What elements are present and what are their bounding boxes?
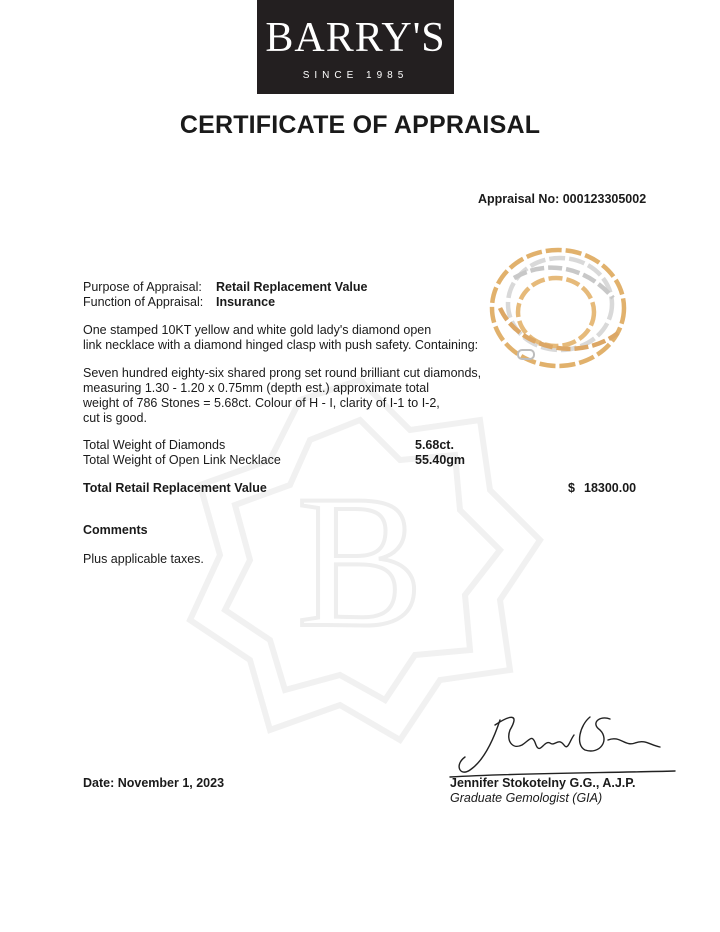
description-line-2: link necklace with a diamond hinged clasp with push safety. Containing: (83, 338, 479, 352)
stones-line-2: measuring 1.30 - 1.20 x 0.75mm (depth est.) approximate total (83, 381, 430, 395)
stones-line-4: cut is good. (83, 411, 147, 425)
total-currency: $ (568, 481, 575, 495)
necklace-image (478, 238, 638, 378)
appraisal-number: Appraisal No: 000123305002 (478, 192, 647, 206)
comments-text: Plus applicable taxes. (83, 552, 204, 566)
appraisal-date: Date: November 1, 2023 (83, 776, 225, 790)
diamonds-weight-value: 5.68ct. (415, 438, 454, 452)
svg-text:B: B (296, 457, 424, 667)
stones-line-3: weight of 786 Stones = 5.68ct. Colour of H - I, clarity of I-1 to I-2, (83, 396, 440, 410)
necklace-weight-label: Total Weight of Open Link Necklace (83, 453, 281, 467)
total-value: 18300.00 (584, 481, 637, 495)
function-value: Insurance (216, 295, 276, 309)
diamonds-weight-label: Total Weight of Diamonds (83, 438, 226, 452)
purpose-value: Retail Replacement Value (216, 280, 368, 294)
description-line-1: One stamped 10KT yellow and white gold lady's diamond open (83, 323, 432, 337)
necklace-weight-value: 55.40gm (415, 453, 466, 467)
function-label: Function of Appraisal: (83, 295, 204, 309)
total-value-label: Total Retail Replacement Value (83, 481, 267, 495)
appraiser-title: Graduate Gemologist (GIA) (450, 791, 603, 805)
comments-heading: Comments (83, 523, 148, 537)
logo-name: BARRY'S (265, 15, 446, 61)
purpose-label: Purpose of Appraisal: (83, 280, 202, 294)
certificate-title: CERTIFICATE OF APPRAISAL (179, 111, 541, 139)
logo-since: SINCE 1985 (302, 70, 409, 81)
brand-logo (257, 0, 454, 94)
stones-line-1: Seven hundred eighty-six shared prong set round brilliant cut diamonds, (83, 366, 482, 380)
appraiser-name: Jennifer Stokotelny G.G., A.J.P. (450, 776, 636, 790)
watermark-emblem (160, 360, 560, 760)
